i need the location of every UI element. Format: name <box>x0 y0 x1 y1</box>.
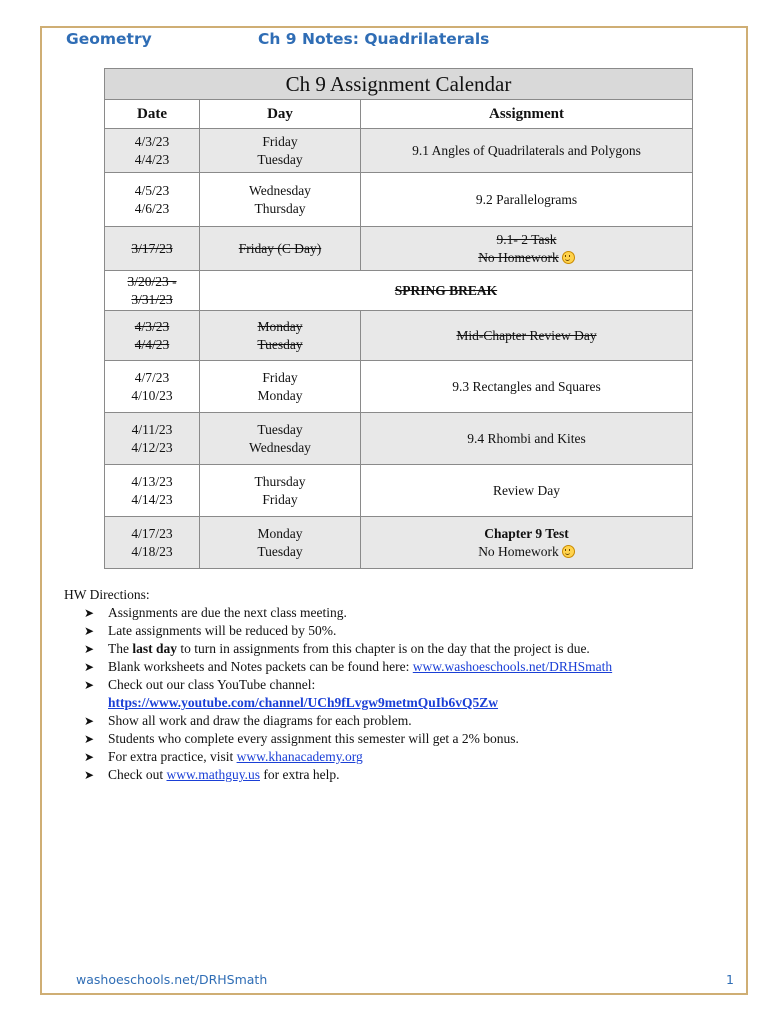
list-item: ➤ Show all work and draw the diagrams for each problem. <box>84 713 412 728</box>
calendar-title: Ch 9 Assignment Calendar <box>105 69 693 100</box>
column-header-assignment: Assignment <box>361 100 693 129</box>
assignment-cell: 9.3 Rectangles and Squares <box>361 361 693 413</box>
date-cell: 4/11/23 4/12/23 <box>105 413 200 465</box>
day-cell: Friday Tuesday <box>200 129 361 173</box>
date-cell: 4/13/23 4/14/23 <box>105 465 200 517</box>
day-cell: Friday (C Day) <box>200 227 361 271</box>
arrow-bullet-icon: ➤ <box>84 732 95 746</box>
table-row <box>105 173 693 227</box>
assignment-cell: Review Day <box>361 465 693 517</box>
date-cell: 4/5/23 4/6/23 <box>105 173 200 227</box>
date-cell: 4/7/23 4/10/23 <box>105 361 200 413</box>
date-cell: 4/17/23 4/18/23 <box>105 517 200 569</box>
table-row <box>105 311 693 361</box>
list-item: ➤ For extra practice, visit www.khanacademy.org <box>84 749 363 764</box>
date-cell: 3/20/23 - 3/31/23 <box>105 271 200 311</box>
arrow-bullet-icon: ➤ <box>84 678 95 692</box>
course-title: Geometry <box>66 30 152 48</box>
table-row <box>105 465 693 517</box>
arrow-bullet-icon: ➤ <box>84 660 95 674</box>
list-item: ➤ The last day to turn in assignments from this chapter is on the day that the project is due. <box>84 641 590 656</box>
arrow-bullet-icon: ➤ <box>84 606 95 620</box>
hw-directions-list <box>64 604 744 784</box>
day-cell: Monday Tuesday <box>200 517 361 569</box>
list-item: ➤ Blank worksheets and Notes packets can be found here: www.washoeschools.net/DRHSmath <box>84 659 613 674</box>
table-row <box>105 129 693 173</box>
list-item: ➤ Students who complete every assignment this semester will get a 2% bonus. <box>84 731 519 746</box>
list-item: ➤ Late assignments will be reduced by 50%. <box>84 623 337 638</box>
assignment-cell: Chapter 9 Test No Homework <box>361 517 693 569</box>
day-cell: Wednesday Thursday <box>200 173 361 227</box>
table-row <box>105 361 693 413</box>
notes-title: Ch 9 Notes: Quadrilaterals <box>258 30 490 48</box>
arrow-bullet-icon: ➤ <box>84 714 95 728</box>
day-cell: Tuesday Wednesday <box>200 413 361 465</box>
table-row <box>105 227 693 271</box>
youtube-channel-link[interactable]: https://www.youtube.com/channel/UCh9fLvgw9metmQuIb6vQ5Zw <box>108 695 499 710</box>
mathguy-link[interactable]: www.mathguy.us <box>166 767 260 782</box>
smiley-icon <box>562 251 575 264</box>
drhsmath-link[interactable]: www.washoeschools.net/DRHSmath <box>412 659 613 674</box>
spring-break-cell: SPRING BREAK <box>200 271 693 311</box>
list-item: ➤ Assignments are due the next class meeting. <box>84 605 347 620</box>
column-header-day: Day <box>200 100 361 129</box>
day-cell: Friday Monday <box>200 361 361 413</box>
arrow-bullet-icon: ➤ <box>84 642 95 656</box>
smiley-icon <box>562 545 575 558</box>
arrow-bullet-icon: ➤ <box>84 624 95 638</box>
date-cell: 4/3/23 4/4/23 <box>105 311 200 361</box>
date-cell: 4/3/23 4/4/23 <box>105 129 200 173</box>
assignment-cell: 9.4 Rhombi and Kites <box>361 413 693 465</box>
list-item: ➤ Check out www.mathguy.us for extra help. <box>84 767 340 782</box>
footer-site: washoeschools.net/DRHSmath <box>76 972 268 987</box>
khanacademy-link[interactable]: www.khanacademy.org <box>236 749 363 764</box>
list-item: ➤ Check out our class YouTube channel: https://www.youtube.com/channel/UCh9fLvgw9metmQuIb6vQ5Zw <box>84 677 499 710</box>
arrow-bullet-icon: ➤ <box>84 750 95 764</box>
assignment-cell: 9.1 Angles of Quadrilaterals and Polygons <box>361 129 693 173</box>
assignment-cell: Mid-Chapter Review Day <box>361 311 693 361</box>
hw-directions <box>64 586 744 784</box>
hw-directions-title: HW Directions: <box>64 587 150 602</box>
assignment-cell: 9.1- 2 Task No Homework <box>361 227 693 271</box>
assignment-calendar-table <box>104 68 693 569</box>
day-cell: Thursday Friday <box>200 465 361 517</box>
table-row <box>105 517 693 569</box>
assignment-cell: 9.2 Parallelograms <box>361 173 693 227</box>
day-cell: Monday Tuesday <box>200 311 361 361</box>
page-number: 1 <box>726 972 734 987</box>
date-cell: 3/17/23 <box>105 227 200 271</box>
arrow-bullet-icon: ➤ <box>84 768 95 782</box>
column-header-date: Date <box>105 100 200 129</box>
table-row <box>105 271 693 311</box>
table-row <box>105 413 693 465</box>
